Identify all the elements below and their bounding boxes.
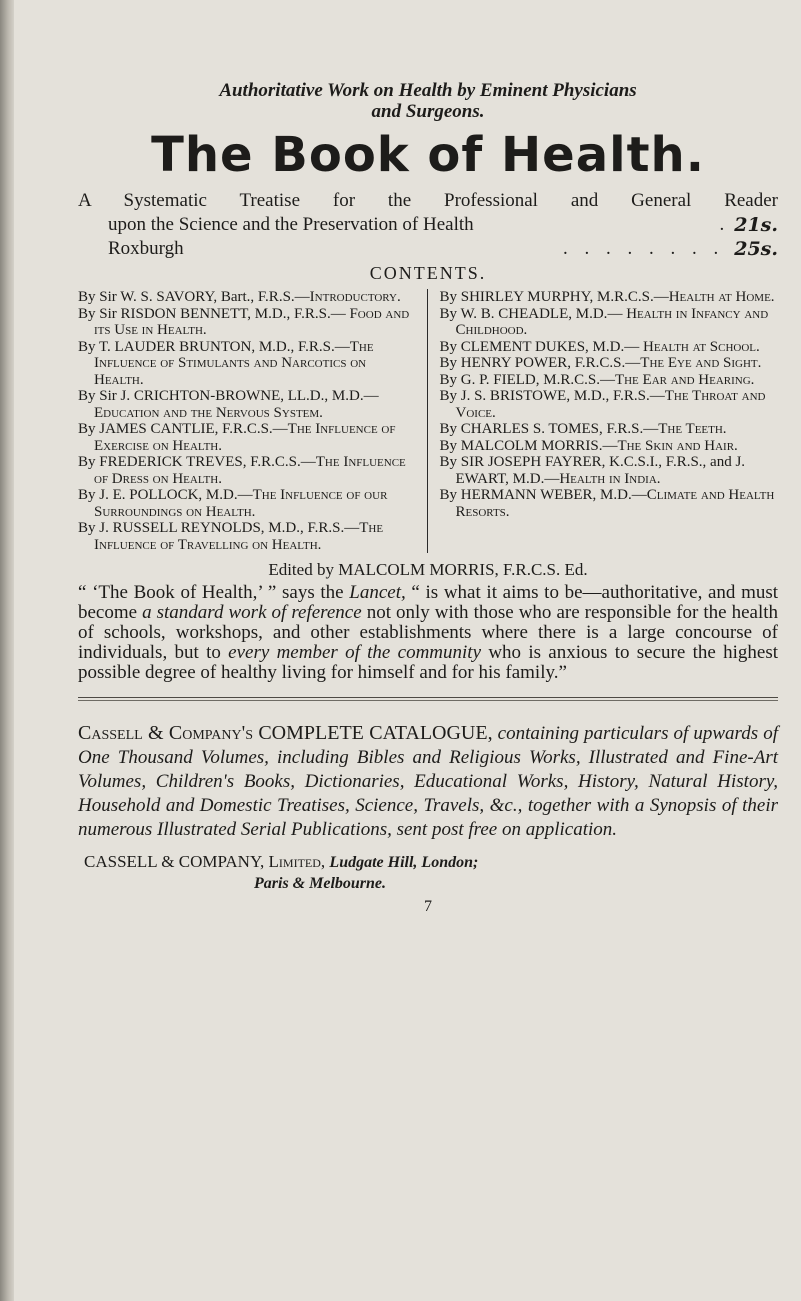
catalogue-advert (78, 721, 778, 842)
quote-part: who is anxious to secure the highest possible degree of healthy living for himself and for his family.” (78, 642, 778, 683)
contents-topic: —Introductory. (294, 289, 401, 305)
contents-entry (78, 289, 417, 306)
contents-entry (440, 454, 779, 487)
quote-part: not only with those who are responsible for the health of schools, workshops, and other establishments where there is a large concourse of individuals, but to (78, 602, 779, 663)
quote-part: “ is what it aims to be—authoritative, and must become (78, 582, 779, 623)
quote-part: “ ‘The Book of Health,’ ” says the (78, 582, 344, 603)
contents-topic: —The Teeth. (643, 421, 727, 437)
contents-entry (440, 438, 779, 455)
price-roxburgh: 25s. (734, 238, 778, 260)
catalogue-lead: Cassell & Company's COMPLETE CATALOGUE, (78, 722, 493, 744)
page-content (78, 80, 778, 916)
contents-topic: — Food and its Use in Health. (94, 305, 410, 338)
contents-author: By J. RUSSELL REYNOLDS, M.D., F.R.S. (78, 520, 345, 536)
contents-author: By MALCOLM MORRIS. (439, 437, 603, 454)
quote-emphasis: a standard work of reference (142, 602, 362, 623)
contents-author: By HERMANN WEBER, M.D. (439, 487, 632, 503)
contents-entry (78, 306, 417, 339)
quote-source: Lancet, (349, 582, 406, 603)
contents-author: By G. P. FIELD, M.R.C.S. (439, 371, 600, 388)
price-cloth: 21s. (734, 214, 778, 236)
contents-author: By CHARLES S. TOMES, F.R.S. (439, 421, 644, 437)
contents-entry (78, 388, 417, 421)
contents-author: By CLEMENT DUKES, M.D. (439, 338, 625, 355)
book-binding-edge (0, 0, 14, 1301)
quote-emphasis: every member of the community (228, 642, 482, 663)
book-page (14, 0, 801, 1301)
contents-author: By FREDERICK TREVES, F.R.C.S. (78, 454, 301, 470)
contents-columns (78, 289, 778, 553)
description-line-1: A Systematic Treatise for the Professional and General Reader (78, 190, 778, 211)
contents-entry (440, 372, 779, 389)
contents-author: By Sir W. S. SAVORY, Bart., F.R.S. (78, 289, 295, 305)
contents-author: By Sir RISDON BENNETT, M.D., F.R.S. (78, 305, 331, 322)
editor-line: Edited by MALCOLM MORRIS, F.R.C.S. Ed. (268, 560, 588, 579)
contents-topic: —The Eye and Sight. (625, 355, 762, 371)
leader-dots: . . . . . . . . (562, 238, 725, 259)
contents-entry (78, 339, 417, 389)
contents-entry (440, 355, 779, 372)
divider-rule (78, 697, 778, 698)
catalogue-body: containing particulars of upwards of One Thousand Volumes, including Bibles and Religious Works, Illustrated and Fine-Art Volumes, Children's Books, Dictionaries, Educational Works, History, Natural History, Household and Domestic Treatises, Science, Travels, &c., together with a Synopsis of their numerous Illustrated Serial Publications, sent post free on application. (78, 723, 778, 840)
tagline-continuation: and Surgeons. (371, 101, 485, 122)
contents-author: By HENRY POWER, F.R.C.S. (439, 355, 626, 371)
contents-author: By SHIRLEY MURPHY, M.R.C.S. (439, 289, 654, 305)
contents-right-column (428, 289, 779, 553)
description-line-2 (78, 213, 778, 237)
contents-author: By JAMES CANTLIE, F.R.C.S. (78, 421, 273, 437)
contents-topic: —The Influence of Exercise on Health. (94, 421, 396, 454)
contents-entry (78, 454, 417, 487)
description-text: upon the Science and the Preservation of Health (108, 214, 474, 235)
contents-entry (440, 388, 779, 421)
contents-topic: —The Influence of Travelling on Health. (94, 520, 384, 553)
contents-author: By J. S. BRISTOWE, M.D., F.R.S. (439, 388, 650, 404)
contents-topic: —The Throat and Voice. (455, 388, 766, 421)
contents-entry (440, 289, 779, 306)
contents-author: By SIR JOSEPH FAYRER, K.C.S.I., F.R.S., and J. EWART, M.D. (439, 454, 746, 487)
contents-author: By J. E. POLLOCK, M.D. (78, 487, 238, 503)
contents-left-column (78, 289, 428, 553)
contents-entry (78, 487, 417, 520)
contents-topic: — Health in Infancy and Childhood. (455, 305, 769, 338)
contents-author: By W. B. CHEADLE, M.D. (439, 305, 608, 322)
contents-topic: —The Influence of our Surroundings on Health. (94, 487, 388, 520)
contents-topic: —The Ear and Hearing. (599, 371, 755, 388)
page-number: 7 (424, 898, 432, 915)
contents-author: By T. LAUDER BRUNTON, M.D., F.R.S. (78, 338, 335, 355)
contents-topic: —The Influence of Dress on Health. (94, 454, 406, 487)
binding-type: Roxburgh (108, 238, 184, 259)
contents-topic: —Climate and Health Resorts. (455, 487, 775, 520)
contents-topic: — Health at School. (624, 338, 760, 355)
leader-dots: . (719, 214, 725, 235)
contents-heading: CONTENTS. (369, 263, 487, 283)
contents-entry (440, 339, 779, 356)
tagline: Authoritative Work on Health by Eminent Physicians (219, 80, 637, 101)
contents-entry (78, 421, 417, 454)
publisher-name: CASSELL & COMPANY, Limited, (84, 852, 326, 871)
contents-author: By Sir J. CRICHTON-BROWNE, LL.D., M.D. (78, 388, 364, 404)
publisher-address: Ludgate Hill, London; (329, 854, 479, 871)
contents-entry (78, 520, 417, 553)
contents-topic: —Health at Home. (653, 289, 775, 305)
contents-entry (440, 421, 779, 438)
contents-entry (440, 306, 779, 339)
review-quote (78, 583, 778, 683)
contents-topic: —The Influence of Stimulants and Narcotics on Health. (94, 338, 374, 388)
divider-rule (78, 700, 778, 701)
contents-topic: —The Skin and Hair. (602, 437, 738, 454)
description-line-3 (78, 237, 778, 261)
publisher-places: Paris & Melbourne. (254, 875, 387, 892)
contents-topic: —Health in India. (544, 470, 661, 487)
contents-topic: —Education and the Nervous System. (94, 388, 379, 421)
book-title: The Book of Health. (151, 127, 705, 183)
publisher-imprint (78, 852, 778, 894)
contents-entry (440, 487, 779, 520)
